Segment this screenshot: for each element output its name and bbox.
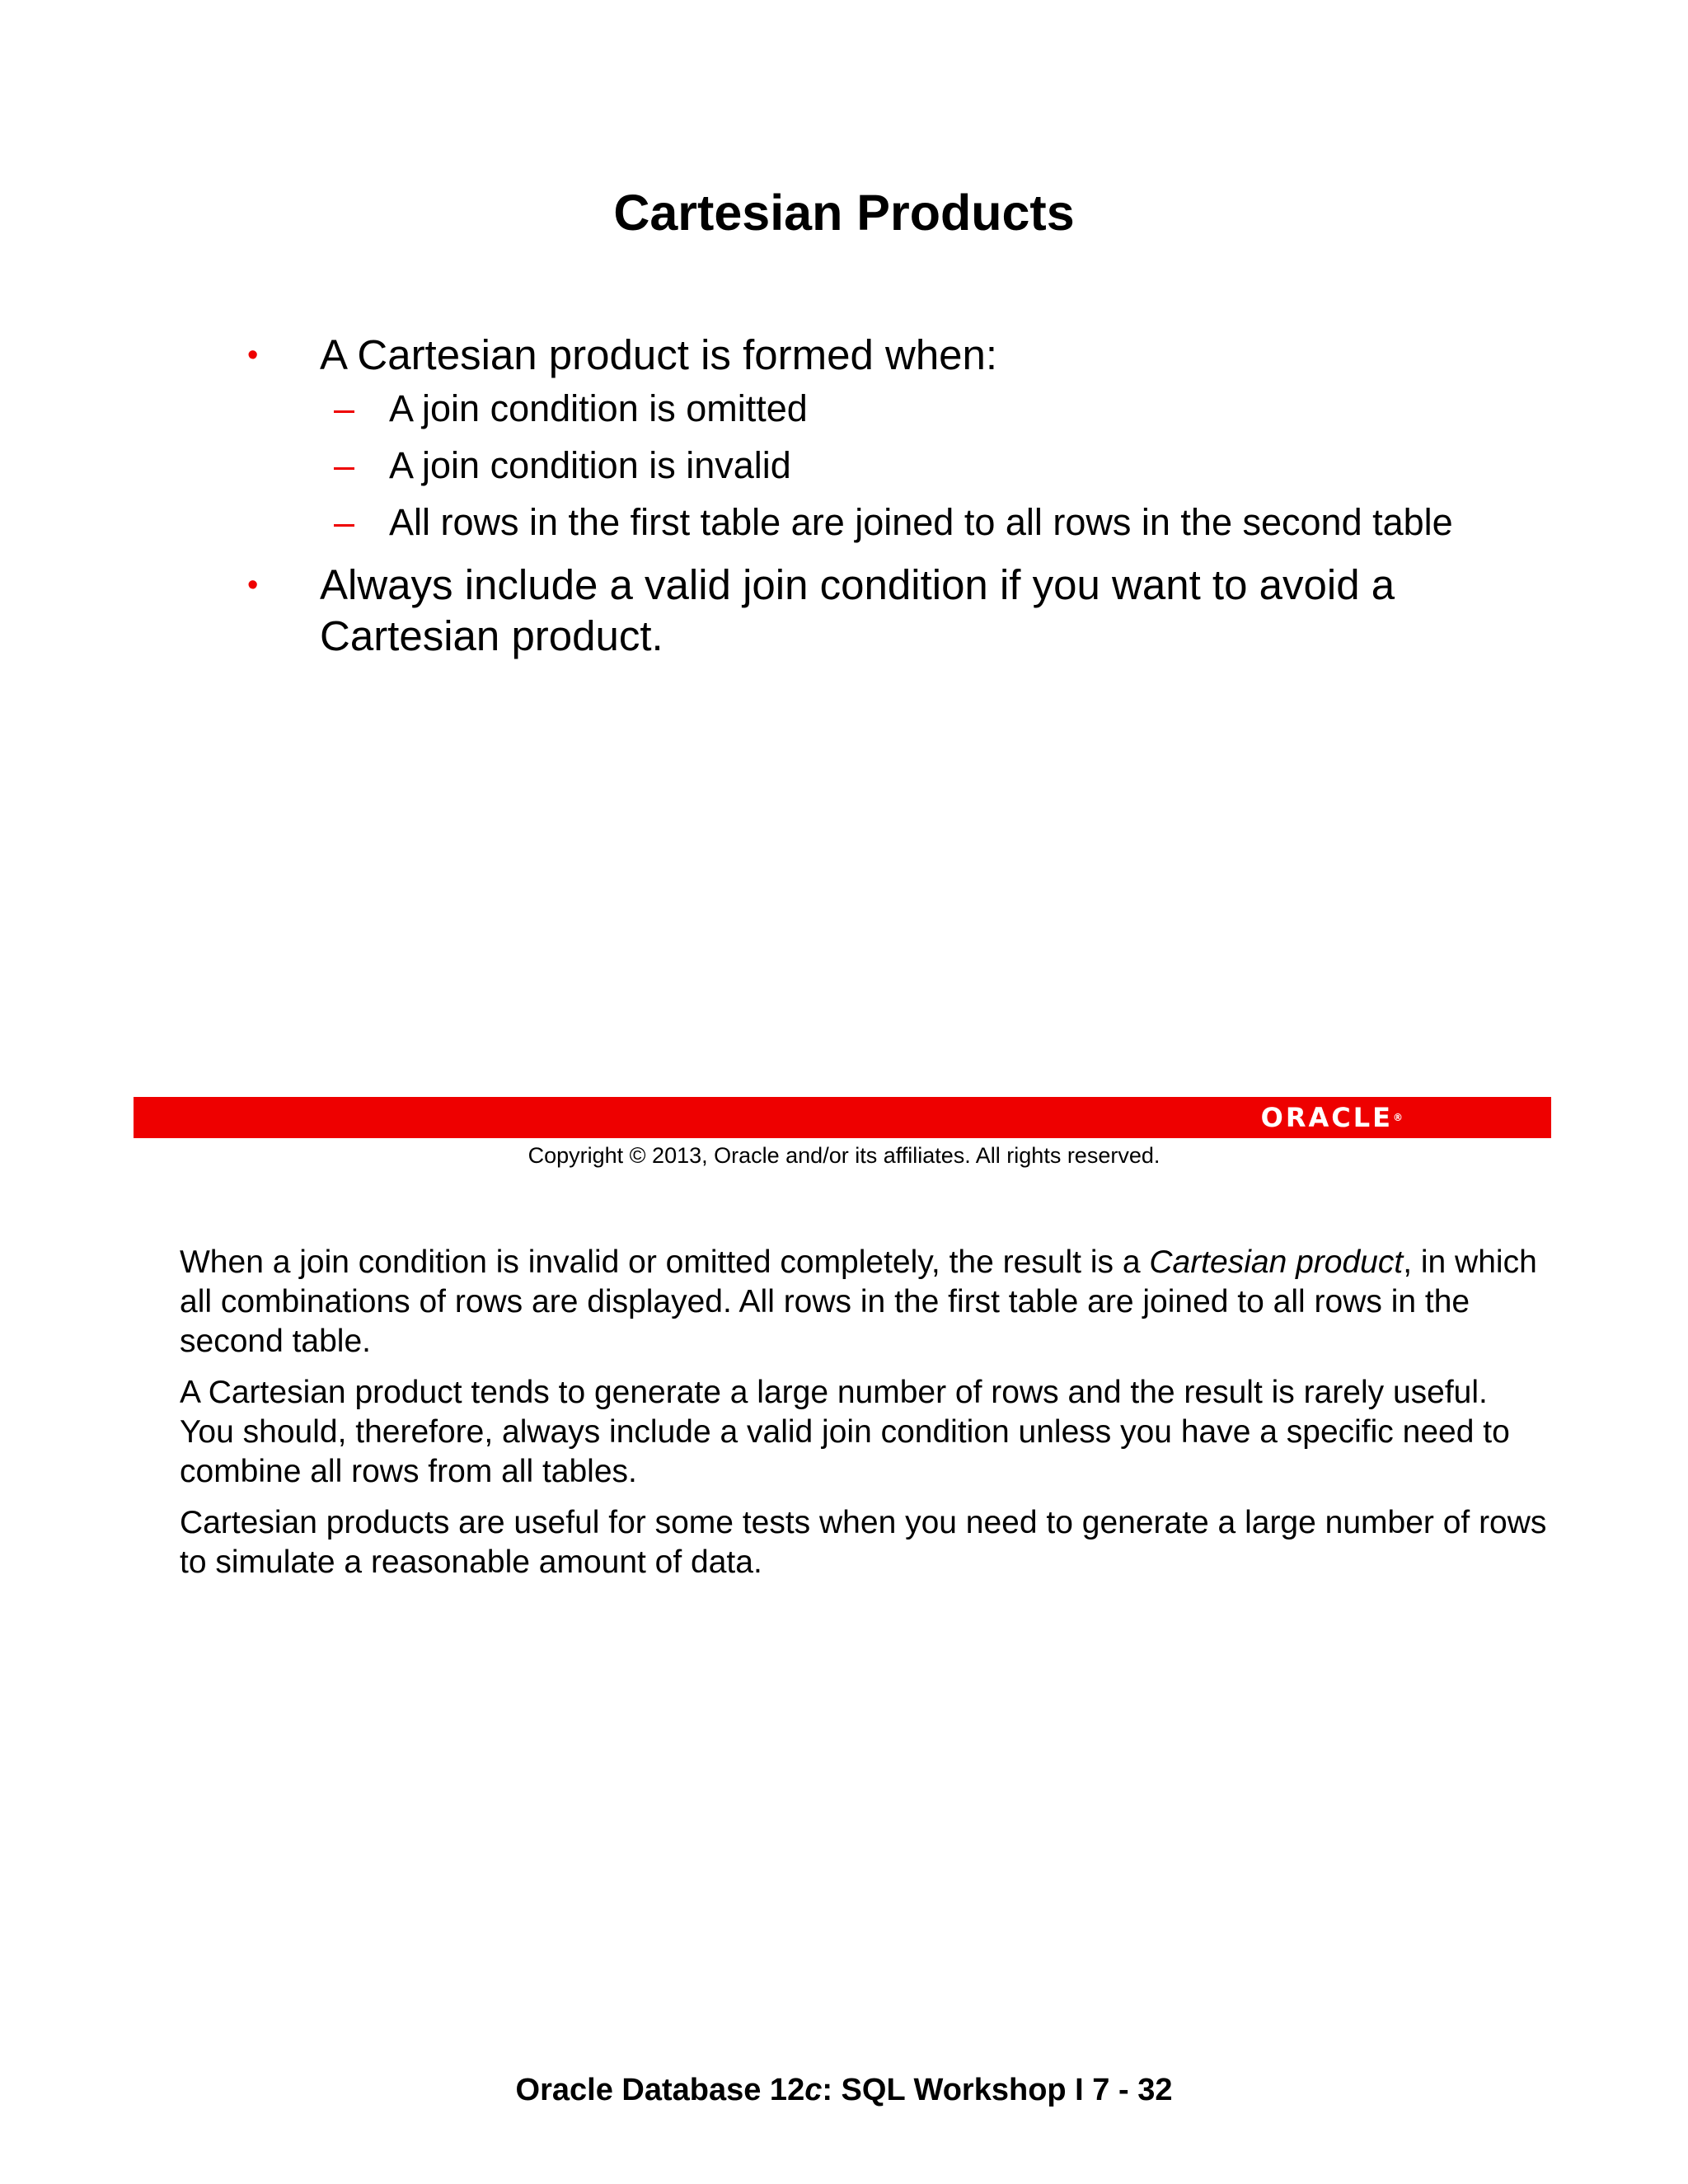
sub-bullet-item bbox=[247, 499, 1484, 546]
bullet-item bbox=[247, 560, 1484, 662]
instructor-notes bbox=[180, 1243, 1548, 1594]
bullet-text: Always include a valid join condition if you want to avoid a Cartesian product. bbox=[320, 561, 1395, 659]
sub-bullet-text: All rows in the first table are joined to all rows in the second table bbox=[389, 501, 1453, 543]
bullet-icon: • bbox=[247, 338, 259, 373]
sub-bullet-text: A join condition is invalid bbox=[389, 444, 791, 486]
dash-icon: – bbox=[334, 501, 355, 543]
dash-icon: – bbox=[334, 444, 355, 486]
note-emphasis: Cartesian product bbox=[1149, 1244, 1404, 1280]
note-text: When a join condition is invalid or omitted completely, the result is a bbox=[180, 1244, 1150, 1280]
trademark-mark: ® bbox=[1393, 1112, 1403, 1123]
slide-title: Cartesian Products bbox=[613, 185, 1075, 241]
sub-bullet-item bbox=[247, 386, 1484, 432]
note-paragraph bbox=[180, 1243, 1548, 1361]
dash-icon: – bbox=[334, 387, 355, 429]
footer-text: Oracle Database 12 bbox=[515, 2073, 805, 2107]
sub-bullet-text: A join condition is omitted bbox=[389, 387, 808, 429]
note-paragraph: Cartesian products are useful for some tests when you need to generate a large number of rows to simulate a reasonable amount of data. bbox=[180, 1505, 1547, 1580]
footer-emphasis: c bbox=[804, 2073, 823, 2107]
copyright-notice: Copyright © 2013, Oracle and/or its affiliates. All rights reserved. bbox=[528, 1143, 1160, 1168]
oracle-red-banner bbox=[134, 1097, 1551, 1138]
page-footer bbox=[0, 2071, 1688, 2109]
slide-bullet-list bbox=[247, 330, 1484, 673]
bullet-text: A Cartesian product is formed when: bbox=[320, 331, 998, 378]
note-text: , in which all combinations of rows are displayed. All rows in the first table are joined to all rows in the second table. bbox=[180, 1244, 1537, 1359]
footer-text: : SQL Workshop I 7 - 32 bbox=[822, 2073, 1173, 2107]
note-paragraph: A Cartesian product tends to generate a large number of rows and the result is rarely useful. You should, therefore, always include a valid join condition unless you have a specific need to combine all rows from all tables. bbox=[180, 1375, 1510, 1489]
oracle-logo bbox=[1261, 1104, 1403, 1132]
bullet-item bbox=[247, 330, 1484, 381]
bullet-icon: • bbox=[247, 568, 259, 602]
oracle-logo-text: ORACLE bbox=[1260, 1102, 1393, 1133]
sub-bullet-item bbox=[247, 443, 1484, 489]
